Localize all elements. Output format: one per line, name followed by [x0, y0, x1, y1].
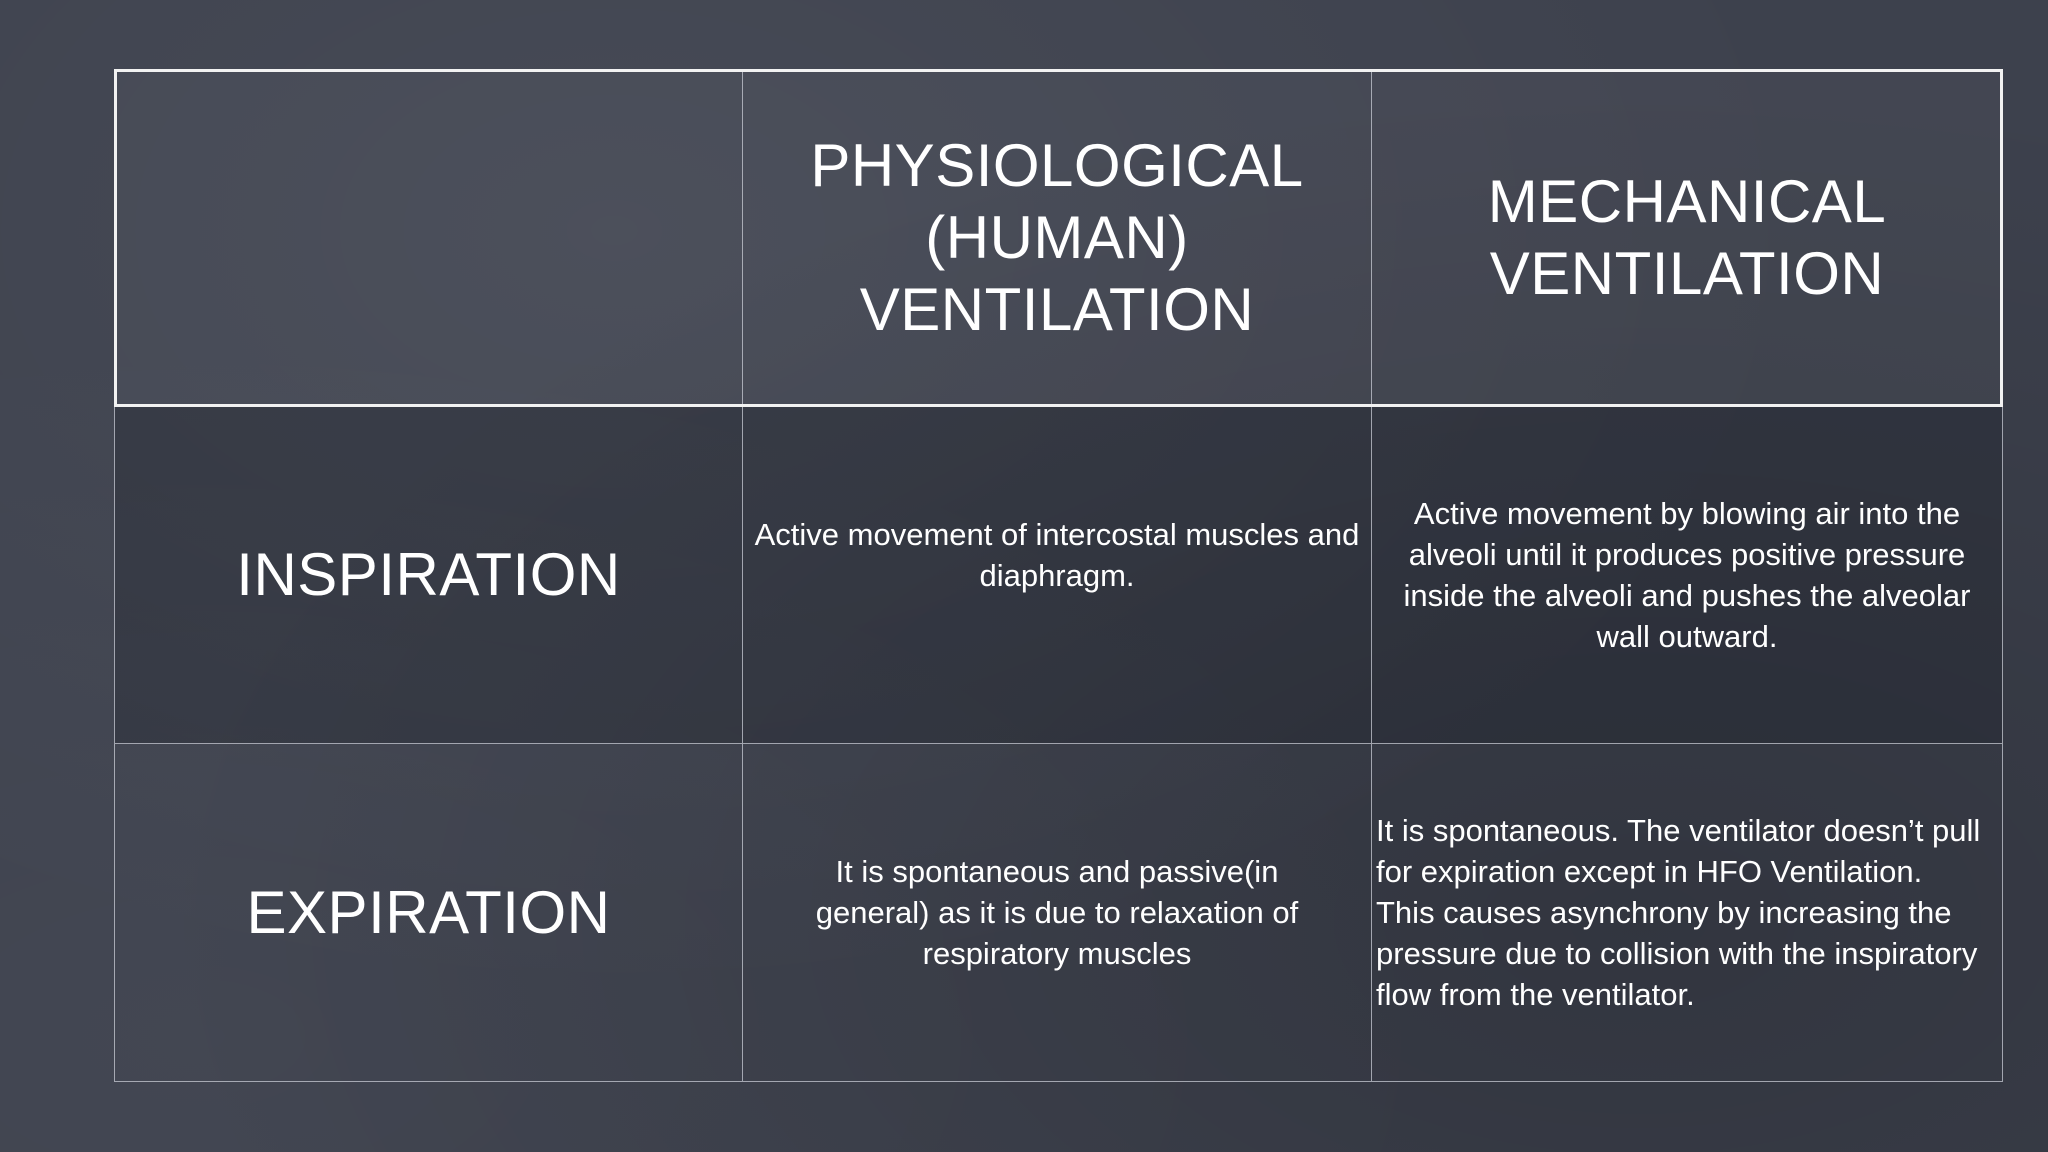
row-header-expiration — [114, 744, 743, 1082]
table-cell-expiration-physiological — [743, 744, 1372, 1082]
table-cell-inspiration-physiological — [743, 407, 1372, 744]
row-header-inspiration — [114, 407, 743, 744]
row-label-expiration: EXPIRATION — [246, 878, 611, 946]
table-cell-expiration-mechanical — [1372, 744, 2003, 1082]
inspiration-mechanical-text: Active movement by blowing air into the alveoli until it produces positive pressure inside the alveoli and pushes the alveolar wall outward. — [1403, 496, 1971, 654]
expiration-physiological-text: It is spontaneous and passive(in general) as it is due to relaxation of respiratory muscles — [815, 854, 1299, 971]
column-header-physiological-label: PHYSIOLOGICAL (HUMAN) VENTILATION — [810, 131, 1304, 343]
column-header-mechanical-label: MECHANICAL VENTILATION — [1487, 167, 1887, 307]
inspiration-physiological-text: Active movement of intercostal muscles and diaphragm. — [754, 517, 1360, 593]
row-label-inspiration: INSPIRATION — [236, 541, 621, 608]
table-corner-cell — [114, 69, 743, 407]
expiration-mechanical-text: It is spontaneous. The ventilator doesn’t pull for expiration except in HFO Ventilation. This causes asynchrony by increasing the pressure due to collision with the inspiratory flow from the ventilator. — [1376, 813, 1981, 1012]
table-cell-inspiration-mechanical — [1372, 407, 2003, 744]
column-header-physiological — [743, 69, 1372, 407]
column-header-mechanical — [1372, 69, 2003, 407]
comparison-table — [114, 69, 2003, 1082]
